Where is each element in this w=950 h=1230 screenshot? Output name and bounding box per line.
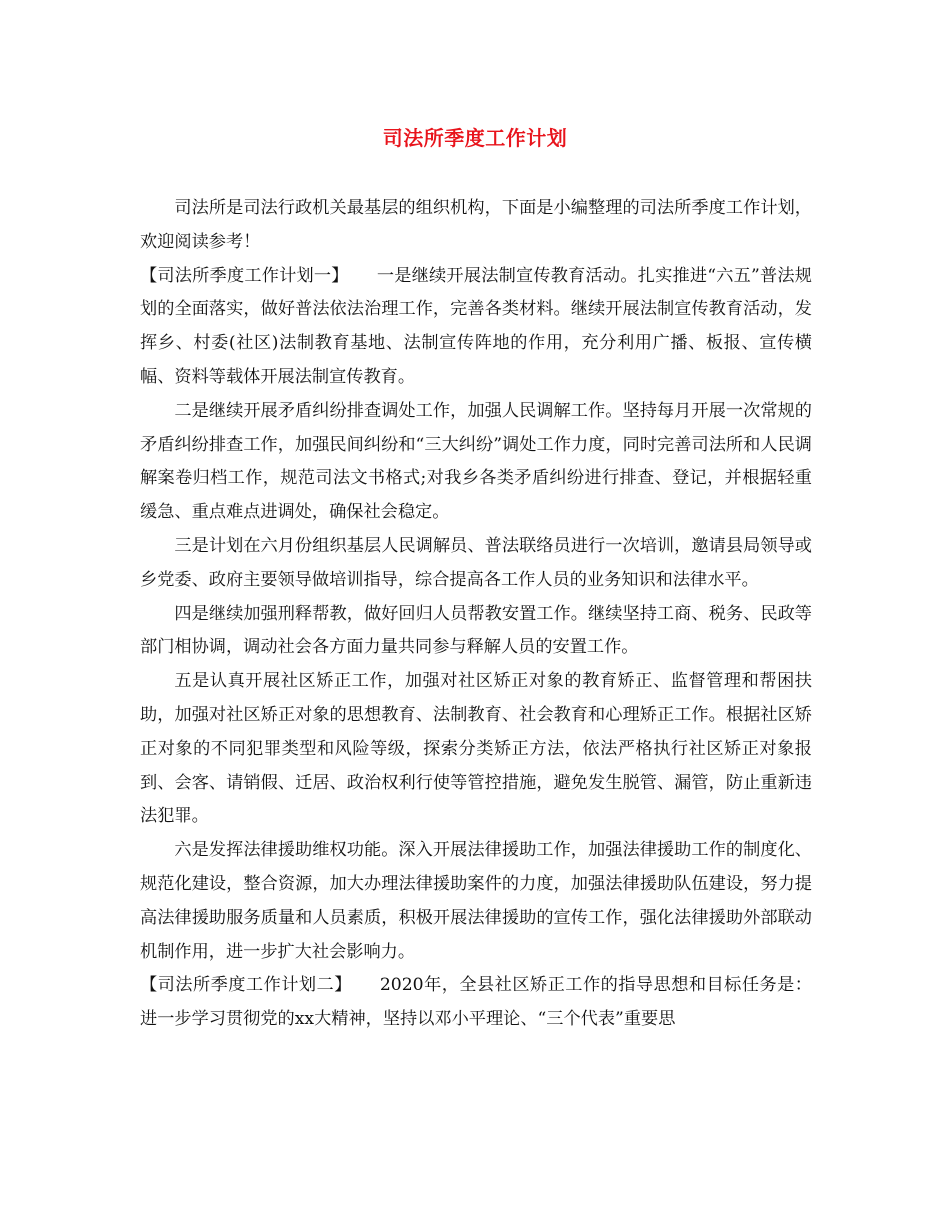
plan-two-lead-text: 2020年，全县社区矫正工作的指导思想和目标任务是：进一步学习贯彻党的xx大精神，坚持以邓小平理论、“三个代表”重要思 <box>140 975 812 1030</box>
plan-one-lead-text: 一是继续开展法制宣传教育活动。扎实推进“六五”普法规划的全面落实，做好普法依法治理工作，完善各类材料。继续开展法制宣传教育活动，发挥乡、村委(社区)法制教育基地、法制宣传阵地的作用，充分利用广播、板报、宣传横幅、资料等载体开展法制宣传教育。 <box>140 265 812 387</box>
plan-one-item-5: 五是认真开展社区矫正工作，加强对社区矫正对象的教育矫正、监督管理和帮困扶助，加强对社区矫正对象的思想教育、法制教育、社会教育和心理矫正工作。根据社区矫正对象的不同犯罪类型和风险等级，探索分类矫正方法，依法严格执行社区矫正对象报到、会客、请销假、迁居、政治权利行使等管控措施，避免发生脱管、漏管，防止重新违法犯罪。 <box>140 671 812 827</box>
plan-one-item-2: 二是继续开展矛盾纠纷排查调处工作，加强人民调解工作。坚持每月开展一次常规的矛盾纠纷排查工作，加强民间纠纷和“三大纠纷”调处工作力度，同时完善司法所和人民调解案卷归档工作，规范司法文书格式;对我乡各类矛盾纠纷进行排查、登记，并根据轻重缓急、重点难点进调处，确保社会稳定。 <box>140 400 812 523</box>
intro-paragraph: 司法所是司法行政机关最基层的组织机构，下面是小编整理的司法所季度工作计划，欢迎阅读参考！ <box>140 198 812 252</box>
plan-one-item-4: 四是继续加强刑释帮教，做好回归人员帮教安置工作。继续坚持工商、税务、民政等部门相协调，调动社会各方面力量共同参与释解人员的安置工作。 <box>140 603 812 658</box>
document-title: 司法所季度工作计划 <box>382 126 568 150</box>
plan-one-paragraph <box>140 260 812 395</box>
document-body <box>140 192 812 1037</box>
plan-one-heading: 【司法所季度工作计划一】 <box>140 265 349 286</box>
plan-one-item-6: 六是发挥法律援助维权功能。深入开展法律援助工作，加强法律援助工作的制度化、规范化建设，整合资源，加大办理法律援助案件的力度，加强法律援助队伍建设，努力提高法律援助服务质量和人员素质，积极开展法律援助的宣传工作，强化法律援助外部联动机制作用，进一步扩大社会影响力。 <box>140 840 812 962</box>
plan-two-paragraph <box>140 969 812 1037</box>
plan-one-item-3: 三是计划在六月份组织基层人民调解员、普法联络员进行一次培训，邀请县局领导或乡党委、政府主要领导做培训指导，综合提高各工作人员的业务知识和法律水平。 <box>140 535 812 590</box>
plan-two-heading: 【司法所季度工作计划二】 <box>140 975 352 996</box>
